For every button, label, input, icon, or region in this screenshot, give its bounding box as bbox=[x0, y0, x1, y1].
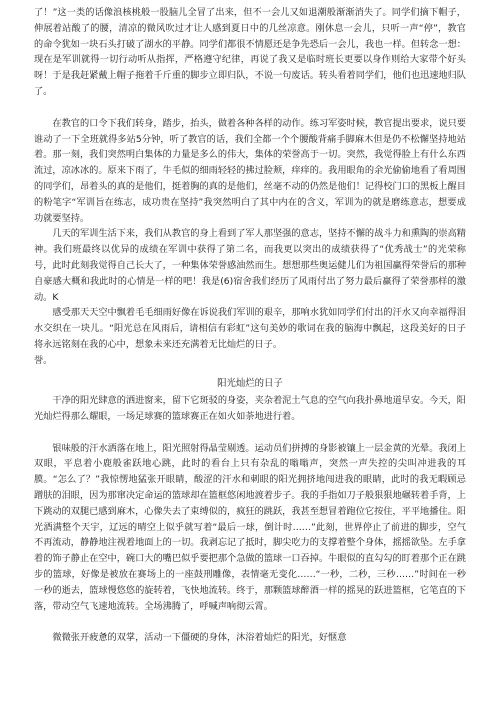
paragraph: 在教官的口令下我们转身，踏步，抬头，做着各种各样的动作。练习军姿时候，教官提出要求，说只要谁动了一下全班就得多站5分钟，听了教官的话，我们全都一个个腰酸背痛手脚麻木但是仍不松懈坚持地站着。那一刻，我们突然明白集体的力量是多么的伟大，集体的荣誉高于一切。突然，我觉得脸上有什么东西流过，凉冰冰的。原来下雨了，牛毛似的细雨轻轻的拂过脸颊，痒痒的。我用眼角的余光偷偷地看了看周围的同学们，昂着头的真的是他们，挺着胸的真的是他们，丝毫不动的仍然是他们！记得校门口的黑板上醒目的粉笔字“军训旨在练志，成功贵在坚持”我突然明白了其中内在的含义，军训为的就是磨练意志，想要成功就要坚持。 bbox=[34, 117, 466, 224]
article-section-military-training bbox=[34, 5, 466, 353]
article-title: 阳光灿烂的日子 bbox=[217, 378, 283, 389]
paragraph: 感受那天天空中飘着毛毛细雨好像在诉说我们军训的艰辛，那响水犹如同学们付出的汗水又向幸福得泪水交织在一块儿。“阳光总在风雨后，请相信有彩虹”这句美妙的歌词在我的脑海中飘起，这段美好的日子将永远铭刻在我的心中，想象未来还充满着无比灿烂的日子。 bbox=[34, 307, 466, 350]
article-section-sunny-days bbox=[34, 393, 466, 646]
paragraph: 微微张开疲惫的双掌，活动一下僵硬的身体，沐浴着灿烂的阳光，好惬意 bbox=[52, 632, 347, 644]
paragraph: 干净的阳光肆意的洒进窗来，留下它斑驳的身姿，夹杂着泥土气息的空气向我扑鼻地道早安。今天，阳光灿烂得那么耀眼，一场足球赛的篮球赛正在如火如荼地进行着。 bbox=[34, 395, 466, 422]
cheer-line: 誉。 bbox=[34, 355, 53, 366]
paragraph: 几天的军训生活下来，我们从教官的身上看到了军人那坚强的意志，坚持不懈的战斗力和熏陶的崇高精神。我们班最终以优异的成绩在军训中获得了第二名，而我更以突出的成绩获得了“优秀战士”的光荣称号，此时此刻我觉得自己长大了，一种集体荣誉感油然而生。想想那些奥运健儿们为祖国赢得荣誉后的那种自豪感大概和我此时的心情是一样的吧！我是(6)宿舍我们经历了风雨付出了努力最后赢得了荣誉那样的激动。K bbox=[34, 228, 466, 303]
paragraph: 了！”这一类的话像浪核桃般一股脑儿全冒了出来，但不一会儿又如退潮般渐渐消失了。同学们摘下帽子，伸展着站酸了的腰，清凉的微风吹过才让人感到夏日中的几丝凉意。刚休息一会儿，只听一声“停”，教官的命令犹如一块石头打破了湖水的平静。同学们都很不情愿还是争先恐后一会儿，我也一样。但转念一想：现在是军训就得一切行动听从指挥，严格遵守纪律，再说了我又是临时班长更要以身作则给大家带个好头呀！于是我赶紧戴上帽子拖着千斤重的脚步立即归队，不说一句废话。转头看着同学们，他们也迅速地归队了。 bbox=[34, 7, 466, 97]
paragraph: 银味般的汗水洒落在地上，阳光照射得晶莹剔透。运动员们拼搏的身影被镶上一层金黄的光晕。我闭上双眼，平息着小鹿般雀跃地心跳，此时的看台上只有杂乱的嗡嗡声，突然一声失控的尖叫冲进我的耳膜。“怎么了？”我惊愣地猛张开眼睛，酸涩的汗水和刺眼的阳光拥挤地闯进我的眼睛，此时的我无暇顾忌蹭肤的泪眼，因为那窜决定命运的篮球却在篮框悠闲地渡着步子。我的手指如刀子般狠狠地碾转着手背，上下跳动的双腿已感到麻木，心像失去了束缚似的，疯狂的跳跃，我甚至想冒着跑位它按住，平平地播住。阳光酒满整个天宇，辽远的晴空上似乎就写着“最后一球，倒计时……”此刻，世界停止了前进的脚步，空气不再流动，静静地注视着地面上的一切。我剥忘记了抵时，脚尖吃力的支撑着整个身体，摇摇欲坠。左手拿着的饰子静止在空中，碗口大的嘴巴似乎要把那个急做的篮球一口吞掉。牛眼似的直勾勾的盯着那个正在跳步的篮球，好像是被放在赛场上的一座鼓刑雕像，表情毫无变化……“一秒，二秒，三秒……”时间在一秒一秒的逝去，篮球慢悠悠的旋转着，飞快地流转。终于，那颗篮球醉酒一样的摇晃的跃进篮框，它笔直的下落，带动空气飞速地流转。全场沸腾了，呼喊声响彻云霄。 bbox=[34, 442, 466, 612]
